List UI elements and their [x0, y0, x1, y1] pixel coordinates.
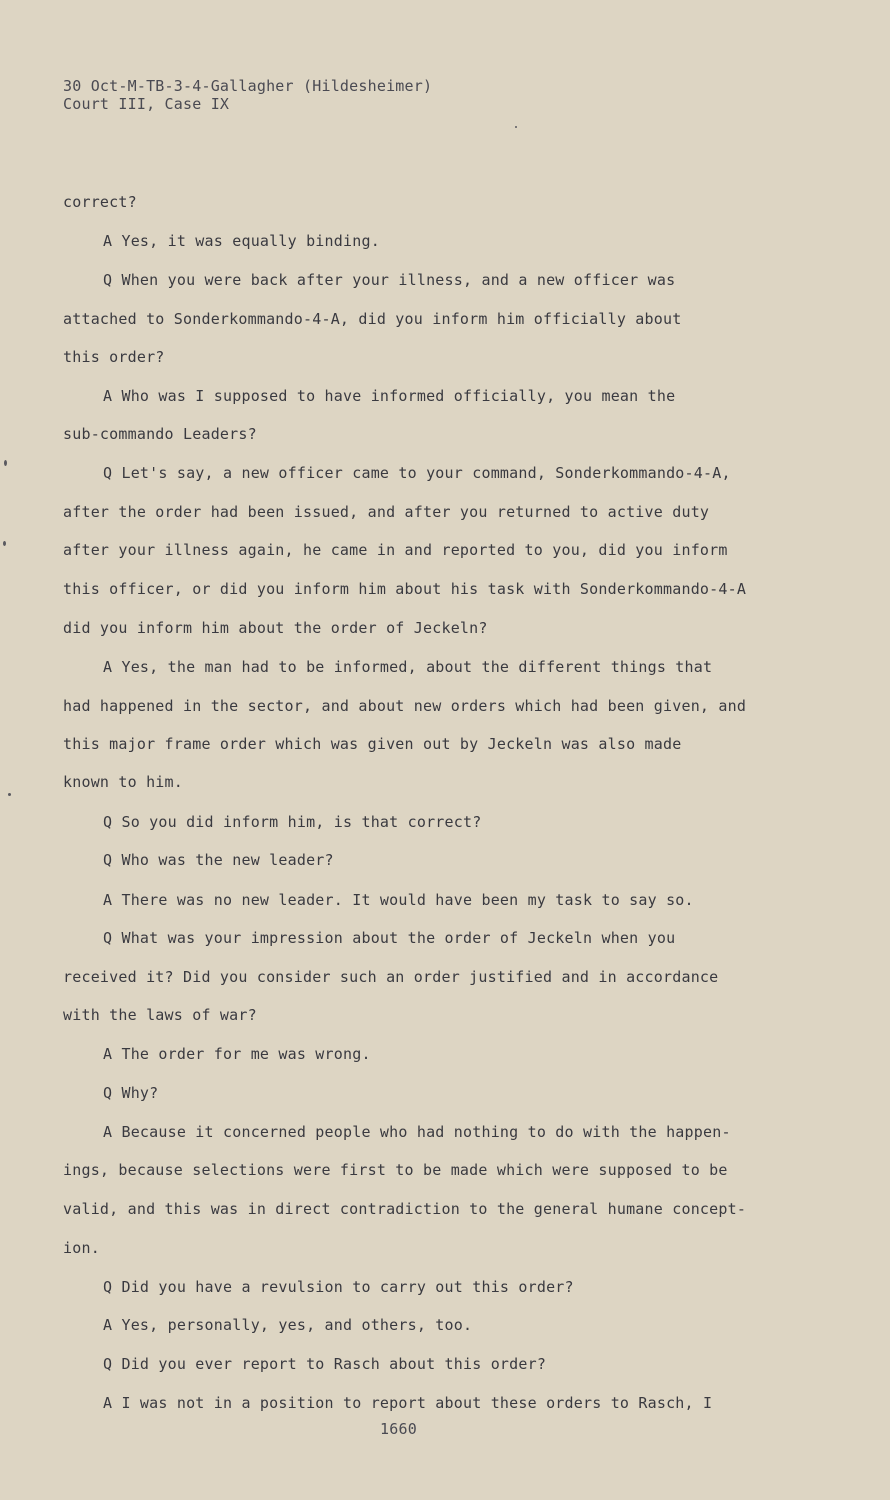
- transcript-line: valid, and this was in direct contradiction to the general humane concept-: [63, 1200, 747, 1218]
- transcript-line: Q So you did inform him, is that correct?: [103, 813, 482, 831]
- header-court-line: Court III, Case IX: [63, 95, 230, 113]
- transcript-line: this officer, or did you inform him about his task with Sonderkommando-4-A: [63, 580, 747, 598]
- transcript-line: with the laws of war?: [63, 1006, 257, 1024]
- transcript-line: ion.: [63, 1239, 100, 1257]
- transcript-line: Q When you were back after your illness, and a new officer was: [103, 271, 676, 289]
- transcript-line: this major frame order which was given out by Jeckeln was also made: [63, 735, 682, 753]
- transcript-line: Q Did you ever report to Rasch about this order?: [103, 1355, 547, 1373]
- transcript-line: A Yes, it was equally binding.: [103, 232, 380, 250]
- transcript-line: A Yes, personally, yes, and others, too.: [103, 1316, 473, 1334]
- transcript-line: A There was no new leader. It would have been my task to say so.: [103, 891, 694, 909]
- transcript-line: A Yes, the man had to be informed, about the different things that: [103, 658, 713, 676]
- transcript-line: sub-commando Leaders?: [63, 425, 257, 443]
- transcript-line: Q Who was the new leader?: [103, 851, 334, 869]
- paper-speck: [8, 793, 11, 796]
- transcript-line: attached to Sonderkommando-4-A, did you inform him officially about: [63, 310, 682, 328]
- page-number: 1660: [380, 1420, 417, 1438]
- transcript-line: this order?: [63, 348, 165, 366]
- transcript-line: Q Did you have a revulsion to carry out this order?: [103, 1278, 574, 1296]
- transcript-line: A I was not in a position to report about these orders to Rasch, I: [103, 1394, 713, 1412]
- paper-speck: [4, 460, 7, 466]
- paper-speck: [515, 126, 517, 128]
- transcript-line: known to him.: [63, 773, 183, 791]
- transcript-line: had happened in the sector, and about new orders which had been given, and: [63, 697, 747, 715]
- transcript-line: Q Let's say, a new officer came to your command, Sonderkommando-4-A,: [103, 464, 731, 482]
- header-reference-line: 30 Oct-M-TB-3-4-Gallagher (Hildesheimer): [63, 77, 433, 95]
- transcript-line: after the order had been issued, and after you returned to active duty: [63, 503, 710, 521]
- transcript-line: Q Why?: [103, 1084, 159, 1102]
- transcript-line: A Who was I supposed to have informed officially, you mean the: [103, 387, 676, 405]
- transcript-line: A The order for me was wrong.: [103, 1045, 371, 1063]
- transcript-line: Q What was your impression about the order of Jeckeln when you: [103, 929, 676, 947]
- transcript-line: received it? Did you consider such an order justified and in accordance: [63, 968, 719, 986]
- transcript-line: after your illness again, he came in and reported to you, did you inform: [63, 541, 728, 559]
- transcript-line: A Because it concerned people who had nothing to do with the happen-: [103, 1123, 731, 1141]
- transcript-line: correct?: [63, 193, 137, 211]
- paper-speck: [3, 541, 6, 546]
- document-header: [63, 77, 432, 113]
- transcript-line: ings, because selections were first to be made which were supposed to be: [63, 1161, 728, 1179]
- transcript-line: did you inform him about the order of Jeckeln?: [63, 619, 488, 637]
